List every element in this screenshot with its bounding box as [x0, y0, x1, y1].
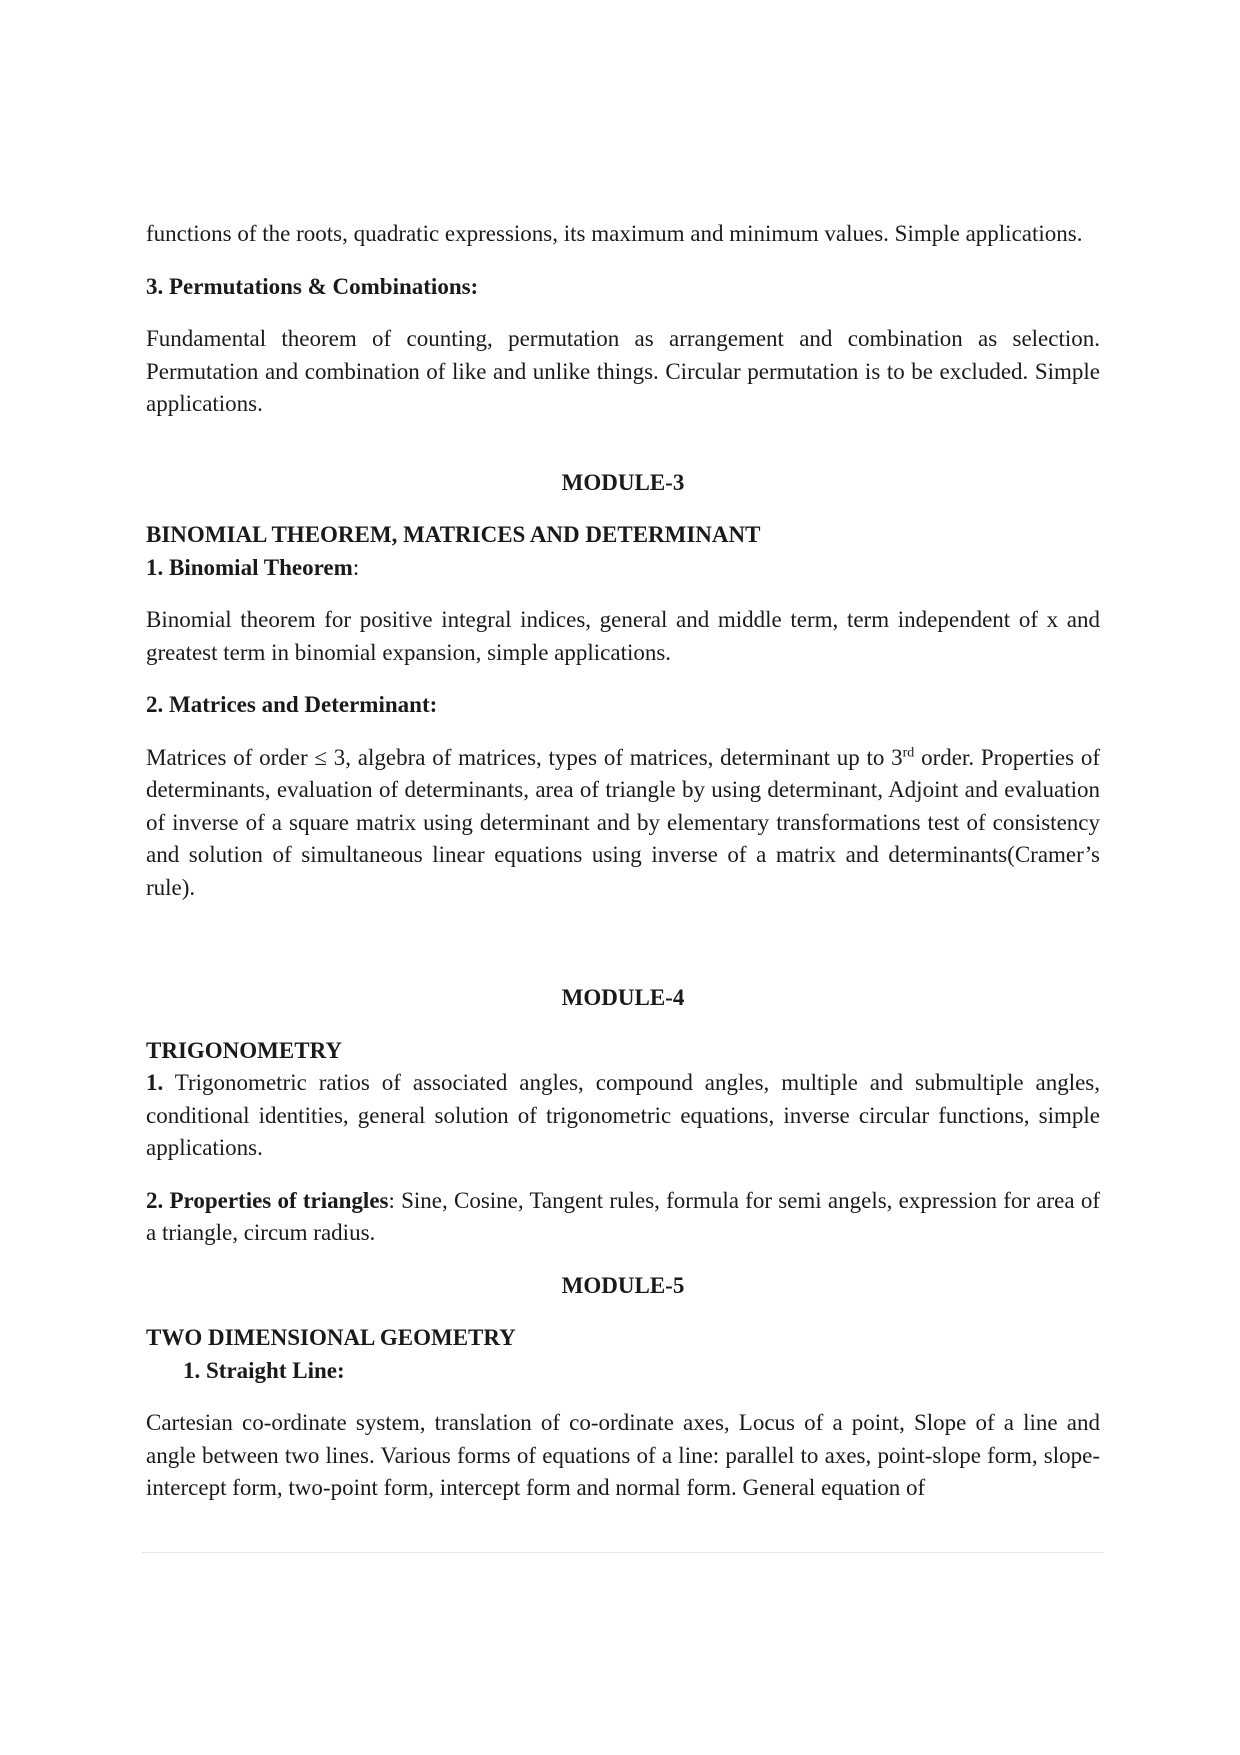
straight-line-heading: 1. Straight Line:	[183, 1357, 345, 1383]
trig-item-2-heading: 2. Properties of triangles	[146, 1187, 389, 1213]
straight-line-paragraph: Cartesian co-ordinate system, translation of co-ordinate axes, Locus of a point, Slope of a line and angle between two lines. Various forms of equations of a line: parallel to axes, point-slope form, slope-intercept form, two-point form, intercept form and normal form. General equation of	[146, 1410, 1100, 1500]
module-3-title: MODULE-3	[561, 469, 685, 495]
matrices-text-b: order. Properties of determinants, evaluation of determinants, area of triangle by using determinant, Adjoint and evaluation of inverse of a square matrix using determinant and by elementary transformations test of consistency and solution of simultaneous linear equations using inverse of a matrix and determinants(Cramer’s rule).	[146, 744, 1100, 900]
footer-divider	[142, 1552, 1104, 1553]
module-5-title: MODULE-5	[561, 1272, 685, 1298]
page-content	[146, 218, 1100, 1505]
module-4-subject: TRIGONOMETRY	[146, 1037, 342, 1063]
trig-item-1-number: 1.	[146, 1070, 164, 1095]
module-3-subject: BINOMIAL THEOREM, MATRICES AND DETERMINANT	[146, 522, 761, 547]
module-5-subject: TWO DIMENSIONAL GEOMETRY	[146, 1325, 516, 1350]
matrices-paragraph	[146, 742, 1100, 905]
binomial-heading-colon: :	[352, 554, 360, 580]
binomial-heading: 1. Binomial Theorem	[146, 554, 353, 580]
matrices-text-a: Matrices of order ≤ 3, algebra of matrices, types of matrices, determinant up to 3	[146, 744, 903, 770]
ordinal-superscript: rd	[902, 744, 915, 760]
permutations-heading: 3. Permutations & Combinations:	[146, 273, 479, 299]
binomial-heading-line	[146, 552, 1100, 585]
binomial-paragraph: Binomial theorem for positive integral indices, general and middle term, term independent of x and greatest term in binomial expansion, simple applications.	[146, 607, 1100, 665]
intro-paragraph: functions of the roots, quadratic expressions, its maximum and minimum values. Simple applications.	[146, 221, 1083, 246]
matrices-heading: 2. Matrices and Determinant:	[146, 692, 438, 717]
permutations-paragraph: Fundamental theorem of counting, permutation as arrangement and combination as selection. Permutation and combination of like and unlike things. Circular permutation is to be excluded. Simple applications.	[146, 326, 1100, 416]
module-4-title: MODULE-4	[561, 985, 685, 1010]
trig-item-2-text: : Sine, Cosine, Tangent rules, formula for semi angels, expression for area of a triangle, circum radius.	[146, 1187, 1100, 1245]
trig-item-1-text: Trigonometric ratios of associated angles, compound angles, multiple and submultiple angles, conditional identities, general solution of trigonometric equations, inverse circular functions, simple applications.	[146, 1070, 1100, 1160]
trig-item-1	[146, 1067, 1100, 1165]
trig-item-2	[146, 1185, 1100, 1250]
